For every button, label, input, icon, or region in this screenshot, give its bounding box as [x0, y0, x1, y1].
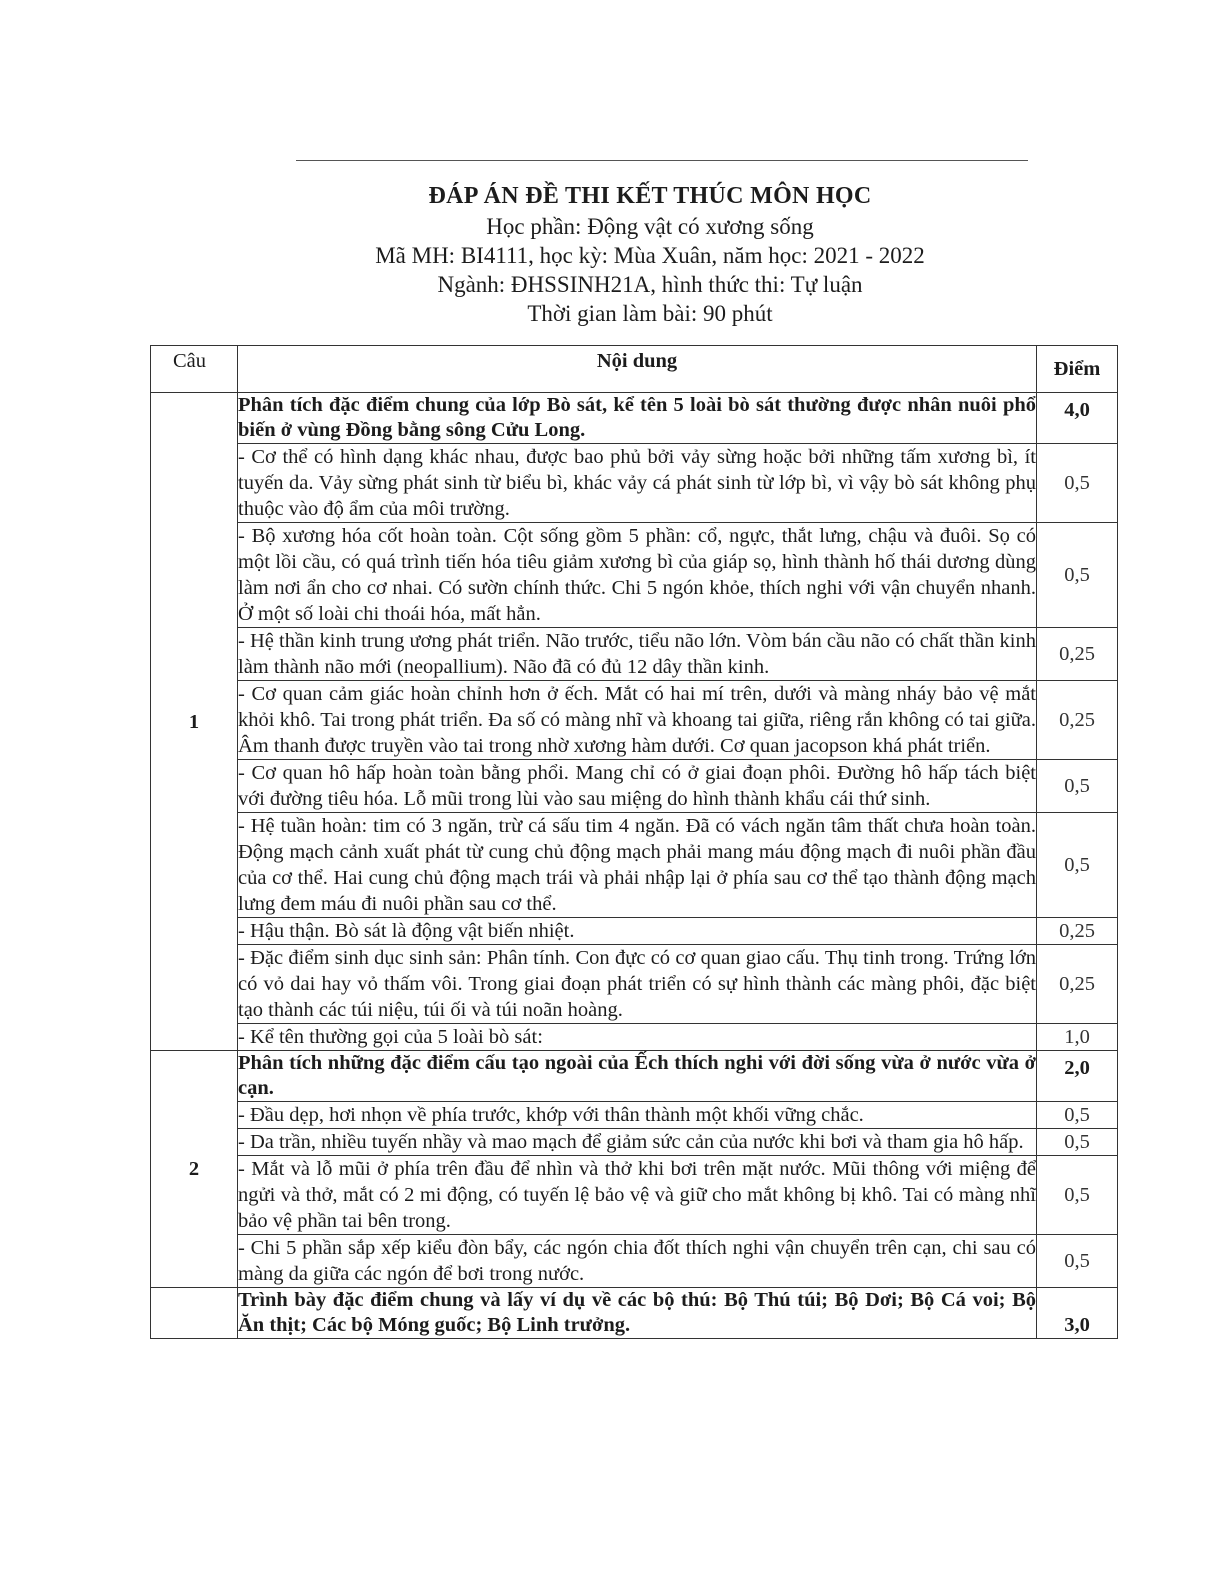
header-cau: Câu: [151, 346, 238, 393]
table-row: [151, 523, 1118, 628]
q2-title-row: [151, 1051, 1118, 1102]
duration-line: Thời gian làm bài: 90 phút: [527, 301, 773, 326]
q2-item-text: - Mắt và lỗ mũi ở phía trên đầu để nhìn và thở khi bơi trên mặt nước. Mũi thông với miệng để ngửi và thở, mắt có 2 mi động, có tuyến lệ bảo vệ và giữ cho mắt không bị khô. Tai có màng nhĩ bảo vệ phần tai bên trong.: [238, 1156, 1037, 1235]
q1-item-score: 1,0: [1037, 1024, 1118, 1051]
q1-item-score: 0,25: [1037, 945, 1118, 1024]
q2-item-text: - Đầu dẹp, hơi nhọn về phía trước, khớp với thân thành một khối vững chắc.: [238, 1102, 1037, 1129]
q1-item-score: 0,5: [1037, 523, 1118, 628]
answer-table: [150, 345, 1118, 1339]
table-row: [151, 813, 1118, 918]
q1-item-score: 0,5: [1037, 444, 1118, 523]
q1-number: 1: [151, 393, 238, 1051]
document-title: ĐÁP ÁN ĐỀ THI KẾT THÚC MÔN HỌC: [428, 183, 872, 209]
q1-item-text: - Cơ quan cảm giác hoàn chỉnh hơn ở ếch. Mắt có hai mí trên, dưới và màng nháy bảo vệ mắt khỏi khô. Tai trong phát triển. Đa số có màng nhĩ và khoang tai giữa, riêng rắn không có tai giữa. Âm thanh được truyền vào tai trong nhờ xương hàm dưới. Cơ quan jacopson khá phát triển.: [238, 681, 1037, 760]
q1-item-text: - Hệ thần kinh trung ương phát triển. Não trước, tiểu não lớn. Vòm bán cầu não có chất thần kinh làm thành não mới (neopallium). Não đã có đủ 12 dây thần kinh.: [238, 628, 1037, 681]
table-header-row: [151, 346, 1118, 393]
q2-item-text: - Chi 5 phần sắp xếp kiểu đòn bẩy, các ngón chia đốt thích nghi vận chuyển trên cạn, chi sau có màng da giữa các ngón để bơi trong nước.: [238, 1235, 1037, 1288]
table-row: [151, 945, 1118, 1024]
q1-item-score: 0,5: [1037, 813, 1118, 918]
table-row: [151, 444, 1118, 523]
q2-title: Phân tích những đặc điểm cấu tạo ngoài của Ếch thích nghi với đời sống vừa ở nước vừa ở cạn.: [238, 1051, 1037, 1102]
table-row: [151, 1156, 1118, 1235]
q1-item-text: - Đặc điểm sinh dục sinh sản: Phân tính. Con đực có cơ quan giao cấu. Thụ tinh trong. Trứng lớn có vỏ dai hay vỏ thấm vôi. Trong giai đoạn phát triển có sự hình thành các màng phôi, đặc biệt tạo thành các túi niệu, túi ối và túi noãn hoàng.: [238, 945, 1037, 1024]
q1-item-score: 0,25: [1037, 628, 1118, 681]
code-line: Mã MH: BI4111, học kỳ: Mùa Xuân, năm học: 2021 - 2022: [375, 243, 925, 268]
table-row: [151, 1235, 1118, 1288]
course-line: Học phần: Động vật có xương sống: [486, 214, 814, 239]
table-row: [151, 760, 1118, 813]
q1-item-text: - Hệ tuần hoàn: tim có 3 ngăn, trừ cá sấu tim 4 ngăn. Đã có vách ngăn tâm thất chưa hoàn toàn. Động mạch cảnh xuất phát từ cung chủ động mạch phải mang máu động mạch đi nuôi phần đầu của cơ thể. Hai cung chủ động mạch trái và phải nhập lại ở phía sau cơ thể tạo thành động mạch lưng đem máu đi nuôi phần sau cơ thể.: [238, 813, 1037, 918]
q1-score: 4,0: [1037, 393, 1118, 444]
q3-score: 3,0: [1037, 1288, 1118, 1339]
q1-item-score: 0,25: [1037, 918, 1118, 945]
q2-number: 2: [151, 1051, 238, 1288]
q2-score: 2,0: [1037, 1051, 1118, 1102]
table-row: [151, 628, 1118, 681]
q3-title-row: [151, 1288, 1118, 1339]
q2-item-score: 0,5: [1037, 1129, 1118, 1156]
q3-title: Trình bày đặc điểm chung và lấy ví dụ về các bộ thú: Bộ Thú túi; Bộ Dơi; Bộ Cá voi; Bộ Ăn thịt; Các bộ Móng guốc; Bộ Linh trưởng.: [238, 1288, 1037, 1339]
q1-title-row: [151, 393, 1118, 444]
document-header: [300, 180, 1000, 328]
header-diem: Điểm: [1037, 346, 1118, 393]
top-rule: [296, 160, 1028, 161]
table-row: [151, 681, 1118, 760]
header-noi-dung: Nội dung: [238, 346, 1037, 393]
table-row: [151, 1024, 1118, 1051]
q1-item-text: - Kể tên thường gọi của 5 loài bò sát:: [238, 1024, 1037, 1051]
q1-item-text: - Bộ xương hóa cốt hoàn toàn. Cột sống gồm 5 phần: cổ, ngực, thắt lưng, chậu và đuôi. Sọ có một lồi cầu, có quá trình tiến hóa tiêu giảm xương bì của giáp sọ, hình thành hố thái dương dùng làm nơi ẩn cho cơ nhai. Có sườn chính thức. Chi 5 ngón khỏe, thích nghi với vận chuyển nhanh. Ở một số loài chi thoái hóa, mất hẳn.: [238, 523, 1037, 628]
q1-item-score: 0,5: [1037, 760, 1118, 813]
q2-item-score: 0,5: [1037, 1102, 1118, 1129]
table-row: [151, 1102, 1118, 1129]
q1-item-text: - Cơ quan hô hấp hoàn toàn bằng phổi. Mang chỉ có ở giai đoạn phôi. Đường hô hấp tách biệt với đường tiêu hóa. Lỗ mũi trong lùi vào sau miệng do hình thành khẩu cái thứ sinh.: [238, 760, 1037, 813]
q1-item-text: - Hậu thận. Bò sát là động vật biến nhiệt.: [238, 918, 1037, 945]
q1-item-score: 0,25: [1037, 681, 1118, 760]
q2-item-score: 0,5: [1037, 1156, 1118, 1235]
table-row: [151, 1129, 1118, 1156]
q2-item-score: 0,5: [1037, 1235, 1118, 1288]
q3-number: [151, 1288, 238, 1339]
table-row: [151, 918, 1118, 945]
q2-item-text: - Da trần, nhiều tuyến nhầy và mao mạch để giảm sức cản của nước khi bơi và tham gia hô hấp.: [238, 1129, 1037, 1156]
q1-title: Phân tích đặc điểm chung của lớp Bò sát, kể tên 5 loài bò sát thường được nhân nuôi phổ biến ở vùng Đồng bằng sông Cửu Long.: [238, 393, 1037, 444]
q1-item-text: - Cơ thể có hình dạng khác nhau, được bao phủ bởi vảy sừng hoặc bởi những tấm xương bì, ít tuyến da. Vảy sừng phát sinh từ biểu bì, khác vảy cá phát sinh từ lớp bì, vì vậy bò sát không phụ thuộc vào độ ẩm của môi trường.: [238, 444, 1037, 523]
major-line: Ngành: ĐHSSINH21A, hình thức thi: Tự luận: [437, 272, 863, 297]
